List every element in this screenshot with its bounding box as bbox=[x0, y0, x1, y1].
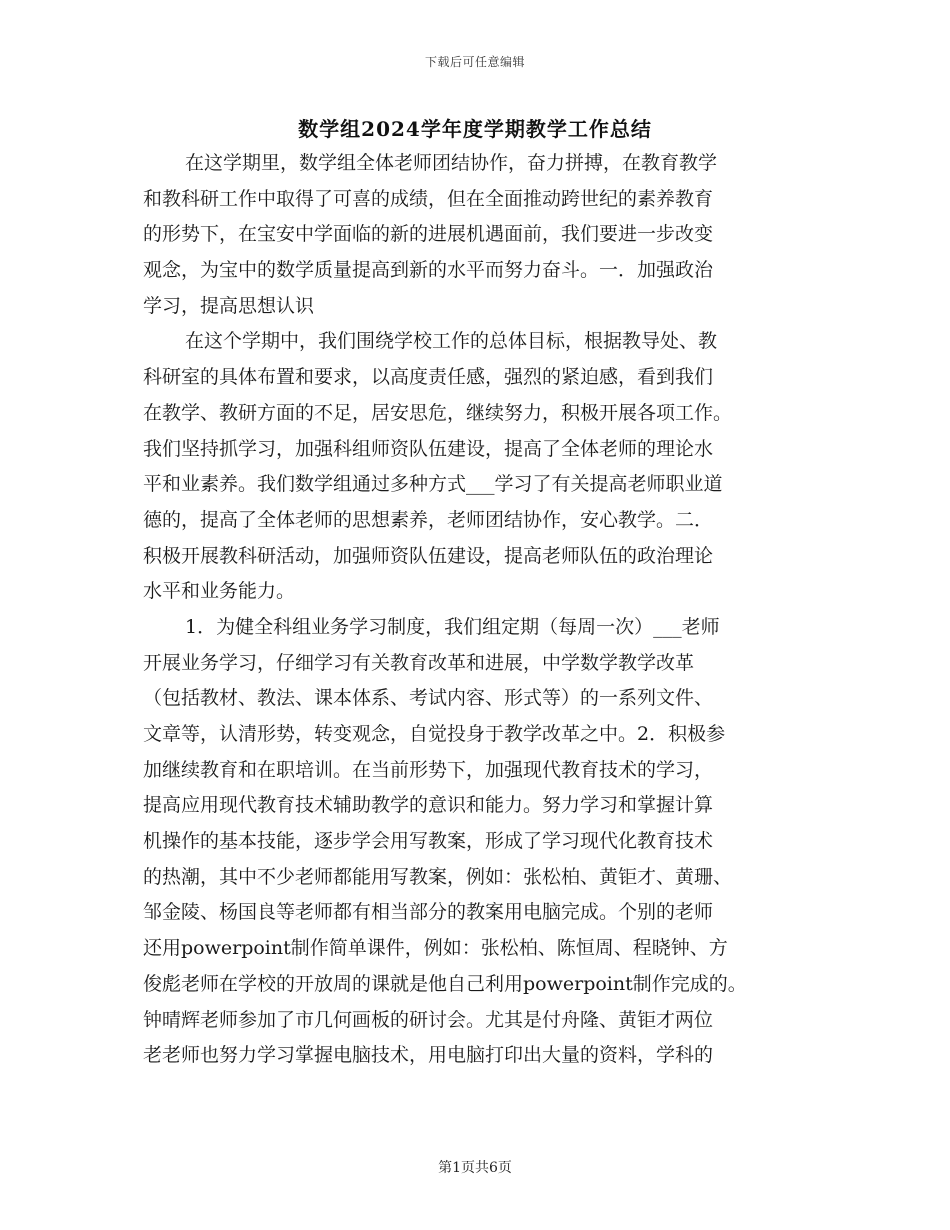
body-line: 1．为健全科组业务学习制度，我们组定期（每周一次）___老师 bbox=[185, 615, 720, 638]
body-line: 在这学期里，数学组全体老师团结协作，奋力拼搏，在教育教学 bbox=[185, 152, 718, 174]
body-line: 积极开展教科研活动，加强师资队伍建设，提高老师队伍的政治理论 bbox=[143, 544, 714, 567]
body-line: 文章等，认清形势，转变观念，自觉投身于教学改革之中。2．积极参 bbox=[143, 723, 726, 745]
body-line: 加继续教育和在职培训。在当前形势下，加强现代教育技术的学习， bbox=[143, 758, 714, 781]
body-line: 我们坚持抓学习，加强科组师资队伍建设，提高了全体老师的理论水 bbox=[143, 437, 714, 460]
body-line: 平和业素养。我们数学组通过多种方式___学习了有关提高老师职业道 bbox=[143, 473, 723, 496]
body-line: 提高应用现代教育技术辅助教学的意识和能力。努力学习和掌握计算 bbox=[143, 794, 714, 817]
body-line: 邹金陵、杨国良等老师都有相当部分的教案用电脑完成。个别的老师 bbox=[143, 901, 714, 924]
body-line: 俊彪老师在学校的开放周的课就是他自己利用powerpoint制作完成的。 bbox=[143, 972, 747, 995]
body-line: 开展业务学习，仔细学习有关教育改革和进展，中学数学教学改革 bbox=[143, 651, 695, 674]
body-line: 机操作的基本技能，逐步学会用写教案，形成了学习现代化教育技术 bbox=[143, 830, 714, 853]
document-body bbox=[143, 146, 815, 1074]
body-line: 还用powerpoint制作简单课件，例如：张松柏、陈恒周、程晓钟、方 bbox=[143, 937, 728, 960]
body-line: 在这个学期中，我们围绕学校工作的总体目标，根据教导处、教 bbox=[185, 330, 718, 353]
page-number: 第1页共6页 bbox=[438, 1160, 512, 1176]
body-line: 在教学、教研方面的不足，居安思危，继续努力，积极开展各项工作。 bbox=[143, 401, 733, 424]
body-line: 水平和业务能力。 bbox=[143, 580, 296, 603]
body-line: 的热潮，其中不少老师都能用写教案，例如：张松柏、黄钜才、黄珊、 bbox=[143, 865, 733, 888]
body-line: 钟晴辉老师参加了市几何画板的研讨会。尤其是付舟隆、黄钜才两位 bbox=[143, 1008, 714, 1031]
body-line: 观念，为宝中的数学质量提高到新的水平而努力奋斗。一．加强政治 bbox=[143, 259, 714, 282]
body-line: 的形势下，在宝安中学面临的新的进展机遇面前，我们要进一步改变 bbox=[143, 223, 714, 246]
body-line: 德的，提高了全体老师的思想素养，老师团结协作，安心教学。二． bbox=[143, 508, 714, 531]
document-title: 数学组2024学年度学期教学工作总结 bbox=[298, 117, 652, 141]
body-line: 老老师也努力学习掌握电脑技术，用电脑打印出大量的资料，学科的 bbox=[143, 1044, 714, 1067]
body-line: 学习，提高思想认识 bbox=[143, 294, 315, 317]
body-line: （包括教材、教法、课本体系、考试内容、形式等）的一系列文件、 bbox=[143, 687, 714, 710]
running-header: 下载后可任意编辑 bbox=[424, 55, 525, 69]
body-line: 科研室的具体布置和要求，以高度责任感，强烈的紧迫感，看到我们 bbox=[143, 366, 714, 389]
body-line: 和教科研工作中取得了可喜的成绩，但在全面推动跨世纪的素养教育 bbox=[143, 187, 714, 210]
